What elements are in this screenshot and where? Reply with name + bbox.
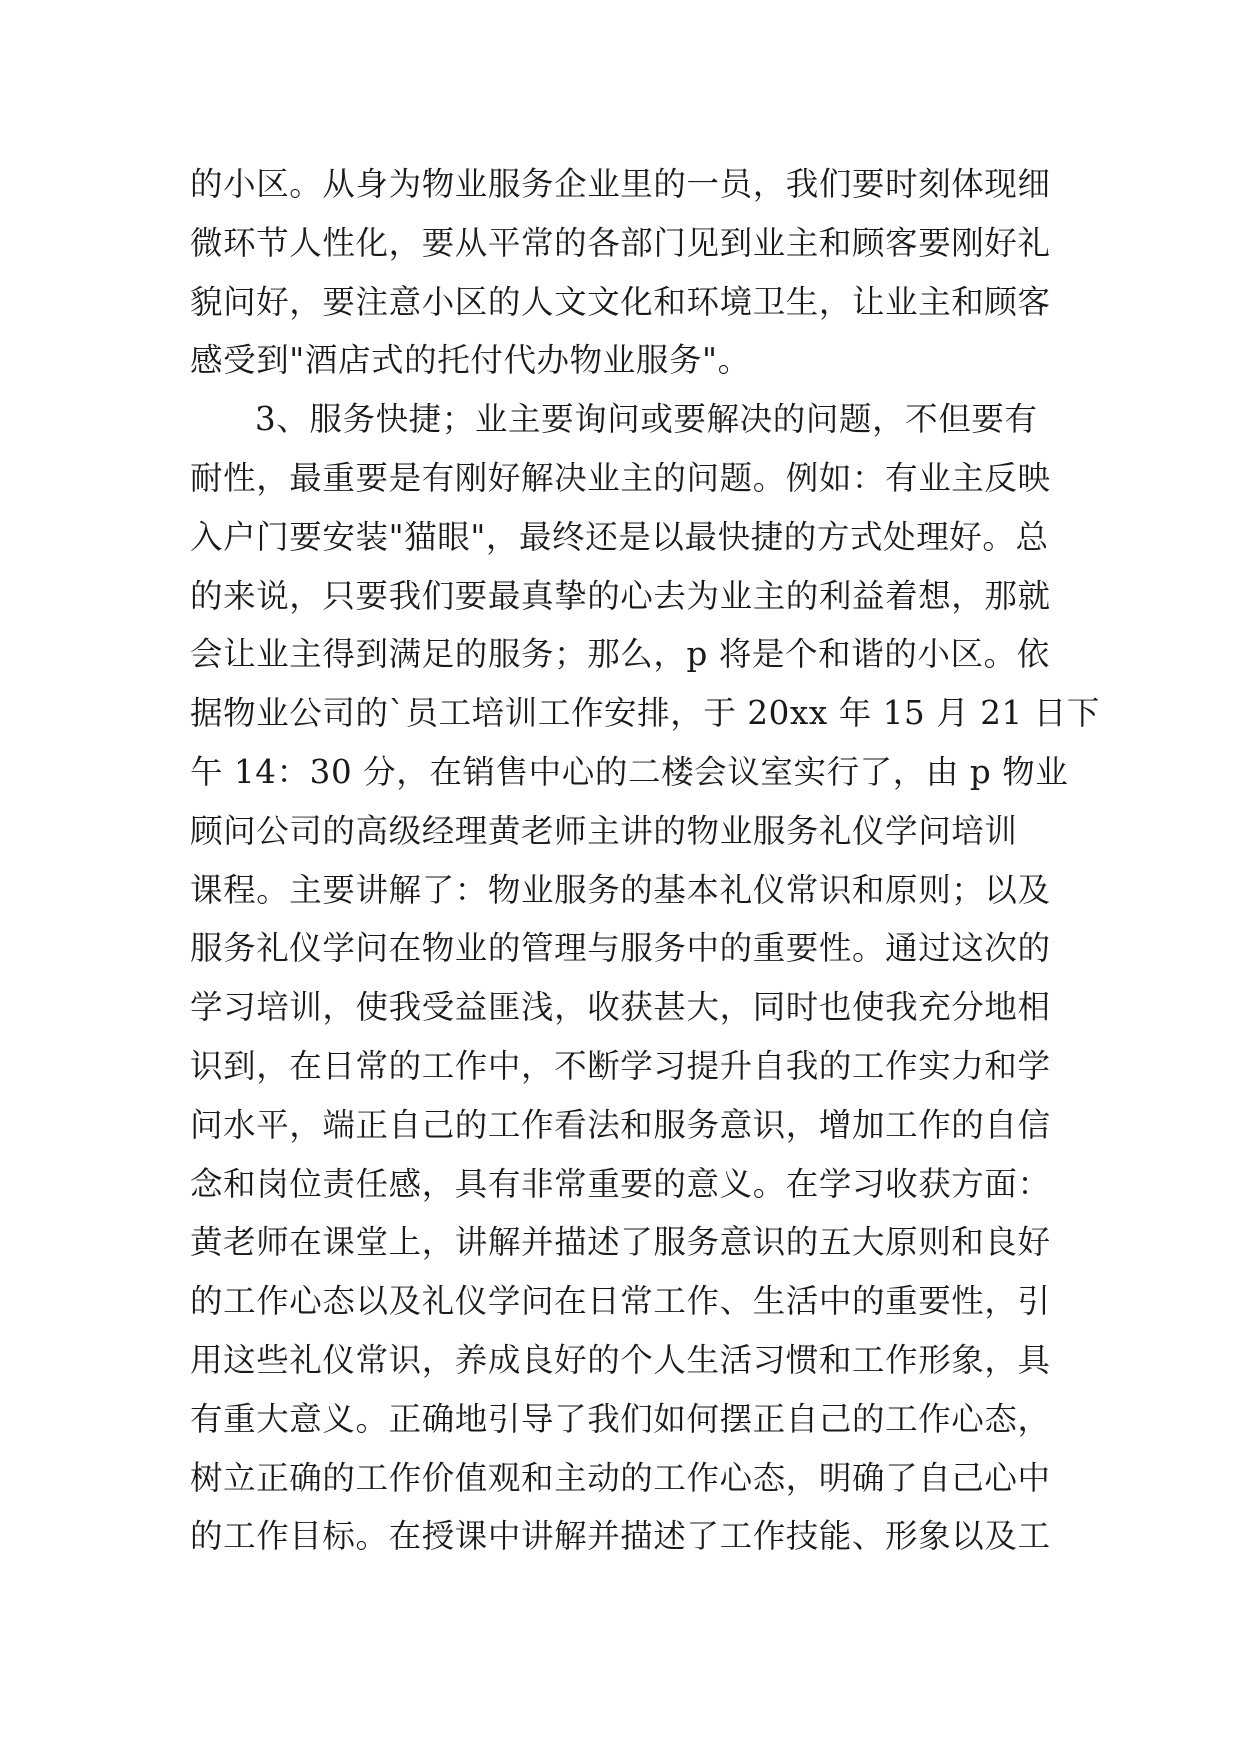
text-line: 的来说，只要我们要最真挚的心去为业主的利益着想，那就 bbox=[190, 576, 1051, 615]
text-line: 有重大意义。正确地引导了我们如何摆正自己的工作心态， bbox=[190, 1399, 1051, 1438]
text-line: 貌问好，要注意小区的人文文化和环境卫生，让业主和顾客 bbox=[190, 282, 1051, 321]
text-line: 学习培训，使我受益匪浅，收获甚大，同时也使我充分地相 bbox=[190, 988, 1051, 1027]
text-line: 感受到"酒店式的托付代办物业服务"。 bbox=[190, 341, 751, 380]
text-line: 课程。主要讲解了：物业服务的基本礼仪常识和原则；以及 bbox=[190, 870, 1051, 909]
text-line: 微环节人性化，要从平常的各部门见到业主和顾客要刚好礼 bbox=[190, 223, 1051, 262]
text-line: 问水平，端正自己的工作看法和服务意识，增加工作的自信 bbox=[190, 1105, 1051, 1144]
text-line: 用这些礼仪常识，养成良好的个人生活习惯和工作形象，具 bbox=[190, 1340, 1051, 1379]
text-line: 服务礼仪学问在物业的管理与服务中的重要性。通过这次的 bbox=[190, 929, 1051, 968]
text-line: 入户门要安装"猫眼"，最终还是以最快捷的方式处理好。总 bbox=[190, 517, 1049, 556]
text-line: 的小区。从身为物业服务企业里的一员，我们要时刻体现细 bbox=[190, 165, 1051, 203]
text-line: 午 14：30 分，在销售中心的二楼会议室实行了，由 p 物业 bbox=[190, 752, 1069, 791]
text-line: 的工作心态以及礼仪学问在日常工作、生活中的重要性，引 bbox=[190, 1282, 1051, 1321]
paragraph-start-line: 3、服务快捷；业主要询问或要解决的问题，不但要有 bbox=[255, 400, 1038, 439]
text-line: 黄老师在课堂上，讲解并描述了服务意识的五大原则和良好 bbox=[190, 1223, 1051, 1262]
text-line: 树立正确的工作价值观和主动的工作心态，明确了自己心中 bbox=[190, 1458, 1051, 1497]
text-line: 据物业公司的`员工培训工作安排，于 20xx 年 15 月 21 日下 bbox=[190, 694, 1100, 733]
text-line: 会让业主得到满足的服务；那么，p 将是个和谐的小区。依 bbox=[190, 635, 1050, 674]
body-text bbox=[190, 155, 1100, 1566]
text-line: 念和岗位责任感，具有非常重要的意义。在学习收获方面： bbox=[190, 1164, 1051, 1203]
text-line: 的工作目标。在授课中讲解并描述了工作技能、形象以及工 bbox=[190, 1517, 1051, 1556]
text-line: 识到，在日常的工作中，不断学习提升自我的工作实力和学 bbox=[190, 1046, 1051, 1085]
text-line: 顾问公司的高级经理黄老师主讲的物业服务礼仪学问培训 bbox=[190, 811, 1018, 850]
text-line: 耐性，最重要是有刚好解决业主的问题。例如：有业主反映 bbox=[190, 458, 1051, 497]
